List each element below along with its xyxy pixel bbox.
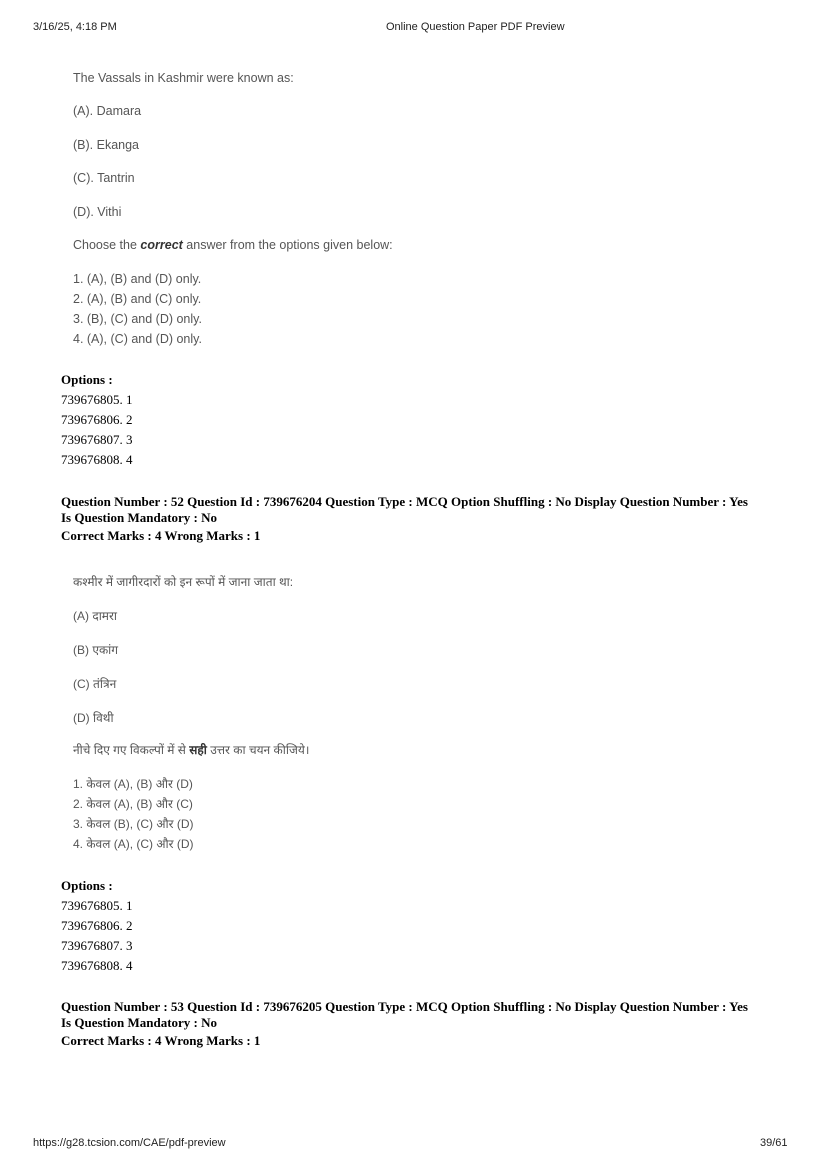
q51-options xyxy=(61,370,133,470)
q52-instruction: नीचे दिए गए विकल्पों में से सही उत्तर का चयन कीजिये। xyxy=(73,743,310,757)
q53-meta-line2: Is Question Mandatory : No xyxy=(61,1015,218,1030)
q51-choice-b: (B). Ekanga xyxy=(73,138,140,152)
q52-options xyxy=(61,876,133,976)
option-row: 739676808. 4 xyxy=(61,958,133,973)
q52-choice-a: (A) दामरा xyxy=(73,609,118,623)
q51-answer-4: 4. (A), (C) and (D) only. xyxy=(73,332,202,346)
q52-meta-line2: Is Question Mandatory : No xyxy=(61,510,218,525)
q51-question-text: The Vassals in Kashmir were known as: xyxy=(73,71,294,85)
option-row: 739676807. 3 xyxy=(61,432,133,447)
q52-meta-line1: Question Number : 52 Question Id : 739676204 Question Type : MCQ Option Shuffling : No Display Question Number : Yes xyxy=(61,494,748,509)
q51-choice-d: (D). Vithi xyxy=(73,205,122,219)
q51-answer-3: 3. (B), (C) and (D) only. xyxy=(73,312,202,326)
q52-choice-c: (C) तंत्रिन xyxy=(73,677,117,691)
q52-answer-2: 2. केवल (A), (B) और (C) xyxy=(73,797,193,811)
option-row: 739676806. 2 xyxy=(61,412,133,427)
options-title: Options : xyxy=(61,878,113,893)
option-row: 739676806. 2 xyxy=(61,918,133,933)
print-title: Online Question Paper PDF Preview xyxy=(386,21,565,33)
q51-choice-a: (A). Damara xyxy=(73,104,142,118)
page-number: 39/61 xyxy=(760,1137,788,1149)
option-row: 739676805. 1 xyxy=(61,898,133,913)
q52-meta-line3: Correct Marks : 4 Wrong Marks : 1 xyxy=(61,528,261,543)
q52-answer-4: 4. केवल (A), (C) और (D) xyxy=(73,837,194,851)
q51-answer-2: 2. (A), (B) and (C) only. xyxy=(73,292,202,306)
q52-question-text: कश्मीर में जागीरदारों को इन रूपों में जाना जाता था: xyxy=(73,575,294,589)
option-row: 739676805. 1 xyxy=(61,392,133,407)
option-row: 739676808. 4 xyxy=(61,452,133,467)
q52-choice-b: (B) एकांग xyxy=(73,643,119,657)
q51-answer-1: 1. (A), (B) and (D) only. xyxy=(73,272,202,286)
options-title: Options : xyxy=(61,372,113,387)
q52-answer-1: 1. केवल (A), (B) और (D) xyxy=(73,777,193,791)
q53-meta-line3: Correct Marks : 4 Wrong Marks : 1 xyxy=(61,1033,261,1048)
q52-meta xyxy=(61,494,748,544)
q53-meta xyxy=(61,999,748,1049)
q52-answer-3: 3. केवल (B), (C) और (D) xyxy=(73,817,194,831)
q51-choice-c: (C). Tantrin xyxy=(73,171,135,185)
q52-choice-d: (D) विथी xyxy=(73,711,114,725)
option-row: 739676807. 3 xyxy=(61,938,133,953)
q53-meta-line1: Question Number : 53 Question Id : 739676205 Question Type : MCQ Option Shuffling : No Display Question Number : Yes xyxy=(61,999,748,1014)
print-url: https://g28.tcsion.com/CAE/pdf-preview xyxy=(33,1137,226,1149)
q51-instruction: Choose the correct answer from the options given below: xyxy=(73,238,393,252)
print-datetime: 3/16/25, 4:18 PM xyxy=(33,21,117,33)
